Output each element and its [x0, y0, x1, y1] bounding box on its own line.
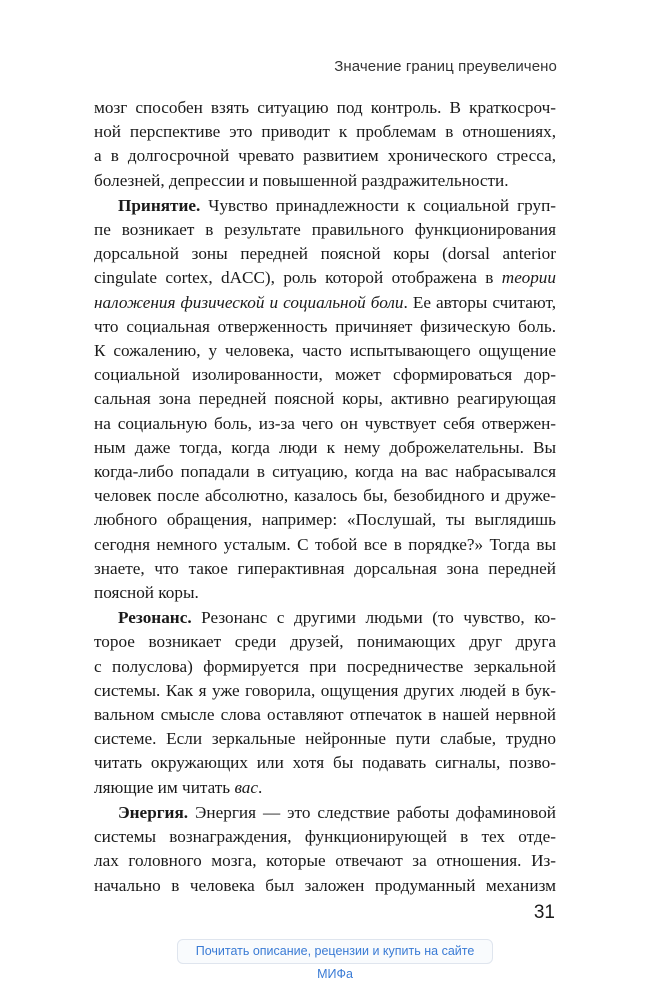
text-line: К сожалению, у человека, часто испытывающего ощущение	[94, 341, 556, 361]
promo-link[interactable]: Почитать описание, рецензии и купить на сайте МИФа	[177, 939, 493, 964]
text-line: поясной коры.	[94, 583, 199, 603]
text-line	[94, 776, 556, 800]
italic-term: вас	[234, 777, 259, 797]
text-line: любного обращения, например: «Послушай, ты выглядишь	[94, 510, 556, 530]
text-line: а в долгосрочной чревато развитием хронического стресса,	[94, 146, 556, 166]
text-line: ным даже тогда, когда люди к нему доброжелательны. Вы	[94, 437, 556, 457]
text-line: системы вознаграждения, функционирующей в тех отде-	[94, 827, 556, 847]
term-resonance: Резонанс.	[118, 608, 192, 628]
text-fragment: Чувство принадлежности к социальной груп-	[200, 195, 556, 215]
text-line	[94, 266, 556, 290]
paragraph-resonance	[94, 606, 556, 800]
text-fragment: cingulate cortex, dACC), роль которой отображена в	[94, 268, 502, 288]
text-line	[94, 801, 556, 825]
text-fragment: Энергия — это следствие работы дофаминовой	[188, 802, 556, 822]
text-line: начально в человека был заложен продуманный механизм	[94, 875, 556, 895]
italic-term: наложения физической и социальной боли	[94, 292, 404, 312]
text-line: читать окружающих или хотя бы подавать сигналы, позво-	[94, 753, 556, 773]
text-line: дорсальной зоны передней поясной коры (dorsal anterior	[94, 244, 556, 264]
term-energy: Энергия.	[118, 802, 189, 822]
text-line	[94, 194, 556, 218]
paragraph-acceptance	[94, 194, 556, 605]
text-line: системы. Как я уже говорила, ощущения других людей в бук-	[94, 680, 556, 700]
text-line: мозг способен взять ситуацию под контроль. В краткосроч-	[94, 98, 556, 117]
italic-term: теории	[501, 268, 556, 288]
text-fragment: ляющие им читать	[94, 777, 235, 797]
text-line: с полуслова) формируется при посредничестве зеркальной	[94, 656, 556, 676]
term-acceptance: Принятие.	[118, 195, 201, 215]
text-line: лах головного мозга, которые отвечают за отношения. Из-	[94, 851, 556, 871]
text-line: сегодня немного усталым. С тобой все в порядке?» Тогда вы	[94, 534, 556, 554]
text-line: торое возникает среди друзей, понимающих друг друга	[94, 632, 556, 652]
page-number: 31	[533, 902, 555, 923]
text-line: социальной изолированности, может сформироваться дор-	[94, 365, 556, 385]
text-line: вальном смысле слова оставляют отпечаток в нашей нервной	[94, 705, 556, 725]
text-line: системе. Если зеркальные нейронные пути слабые, трудно	[94, 729, 556, 749]
text-line	[94, 606, 556, 630]
text-line: на социальную боль, из-за чего он чувствует себя отвержен-	[94, 413, 556, 433]
text-line: знаете, что такое гиперактивная дорсальная зона передней	[94, 558, 556, 578]
paragraph-intro	[94, 96, 556, 193]
running-title: Значение границ преувеличено	[334, 58, 557, 75]
text-fragment: . Ее авторы считают,	[403, 292, 556, 312]
text-fragment: .	[258, 777, 263, 797]
body-text	[94, 96, 556, 898]
paragraph-energy	[94, 801, 556, 898]
text-line: ной перспективе это приводит к проблемам в отношениях,	[94, 122, 556, 142]
text-line: человек после абсолютно, казалось бы, безобидного и друже-	[94, 486, 556, 506]
text-fragment: Резонанс с другими людьми (то чувство, ко-	[191, 608, 556, 628]
text-line: что социальная отверженность причиняет физическую боль.	[94, 316, 556, 336]
text-line	[94, 291, 556, 315]
text-line: пе возникает в результате правильного функционирования	[94, 220, 556, 240]
text-line: когда-либо попадали в ситуацию, когда на вас набрасывался	[94, 462, 556, 482]
text-line: болезней, депрессии и повышенной раздражительности.	[94, 170, 509, 190]
text-line: сальная зона передней поясной коры, активно реагирующая	[94, 389, 556, 409]
